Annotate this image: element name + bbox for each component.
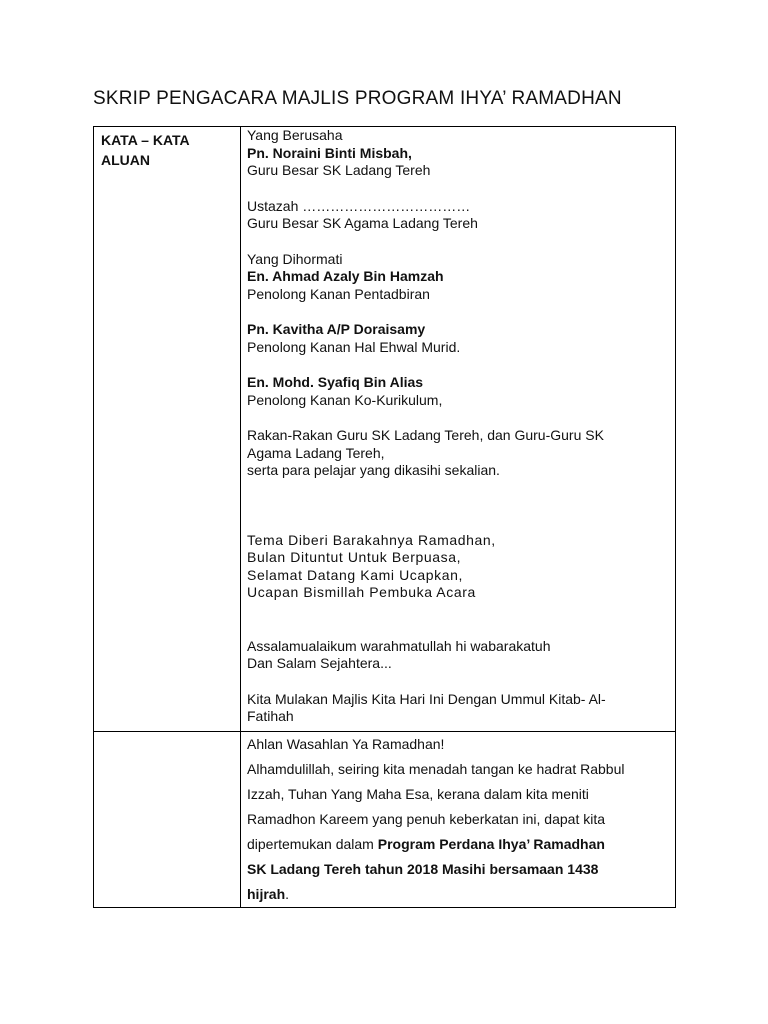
program-name: Program Perdana Ihya’ Ramadhan [377,836,605,852]
salam-line: Dan Salam Sejahtera... [247,655,392,671]
paragraph-text: . [285,886,290,902]
section-label: KATA – KATA ALUAN [101,132,190,168]
opening-line: Kita Mulakan Majlis Kita Hari Ini Dengan Ummul Kitab- Al- [247,690,606,707]
audience-line: serta para pelajar yang dikasihi sekalian. [247,462,500,478]
greeting-dihormati: Yang Dihormati [247,250,343,267]
guest-role: Penolong Kanan Hal Ehwal Murid. [247,338,461,355]
salam-line: Assalamualaikum warahmatullah hi wabarakatuh [247,637,551,654]
section-label [94,732,217,735]
paragraph-line: Izzah, Tuhan Yang Maha Esa, kerana dalam kita meniti [247,786,589,802]
guest-name: Pn. Noraini Binti Misbah, [247,144,412,161]
guest-role: Guru Besar SK Ladang Tereh [247,162,431,178]
page-title: SKRIP PENGACARA MAJLIS PROGRAM IHYA’ RAMADHAN [93,88,622,109]
table-row [94,732,676,908]
guest-role: Penolong Kanan Pentadbiran [247,285,430,302]
greeting-berusaha: Yang Berusaha [247,127,343,143]
paragraph-line [247,832,669,857]
program-name: SK Ladang Tereh tahun 2018 Masihi bersamaan 1438 [247,861,599,877]
section-label-cell [94,732,241,908]
script-table [93,126,676,908]
table-row [94,127,676,732]
guest-name: En. Ahmad Azaly Bin Hamzah [247,268,444,284]
pantun-line: Tema Diberi Barakahnya Ramadhan, [247,531,496,548]
pantun-line: Selamat Datang Kami Ucapkan, [247,566,464,583]
section-content-cell [241,127,676,732]
paragraph-line [247,882,669,907]
paragraph-line: Ramadhon Kareem yang penuh keberkatan ini, dapat kita [247,811,606,827]
guest-name: Pn. Kavitha A/P Doraisamy [247,321,426,337]
audience-line: Rakan-Rakan Guru SK Ladang Tereh, dan Guru-Guru SK [247,427,604,443]
opening-line: Fatihah [247,708,294,724]
guest-name: En. Mohd. Syafiq Bin Alias [247,374,424,390]
guest-role: Guru Besar SK Agama Ladang Tereh [247,215,478,231]
guest-name: Ustazah ……………………………… [247,197,471,214]
welcome-line: Ahlan Wasahlan Ya Ramadhan! [247,736,445,752]
paragraph-text: dipertemukan dalam [247,836,378,852]
pantun-line: Bulan Dituntut Untuk Berpuasa, [247,549,462,565]
program-name: hijrah [247,886,286,902]
audience-line: Agama Ladang Tereh, [247,444,385,461]
guest-role: Penolong Kanan Ko-Kurikulum, [247,391,443,408]
section-content-cell [241,732,676,908]
paragraph-line: Alhamdulillah, seiring kita menadah tangan ke hadrat Rabbul [247,761,625,777]
section-label-cell [94,127,241,732]
pantun-line: Ucapan Bismillah Pembuka Acara [247,584,476,600]
